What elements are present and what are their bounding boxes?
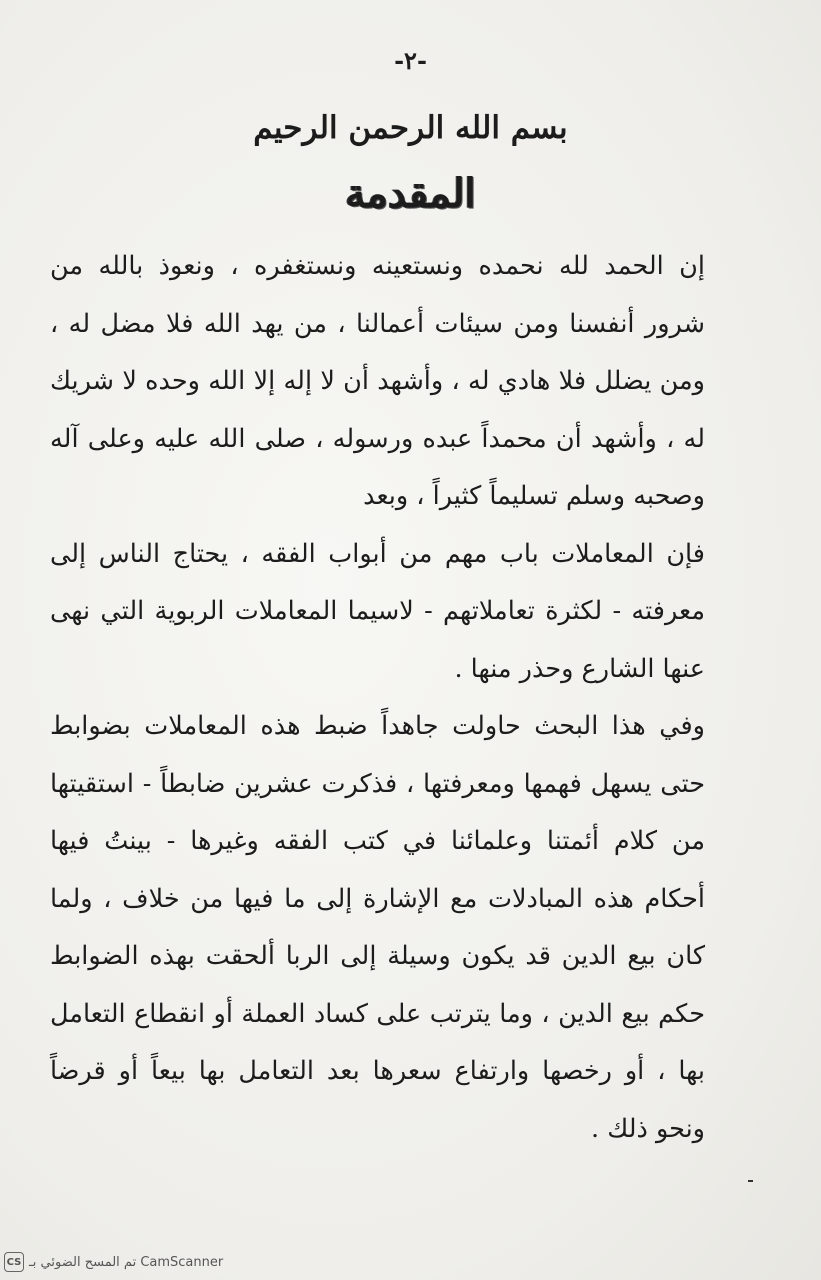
- paragraph-2: فإن المعاملات باب مهم من أبواب الفقه ، يحتاج الناس إلى معرفته - لكثرة تعاملاتهم - لاسيما المعاملات الربوية التي نهى عنها الشارع وحذر منها .: [50, 538, 705, 684]
- stray-mark: [748, 1180, 753, 1182]
- page-number: -٢-: [394, 46, 427, 75]
- camscanner-logo-icon: CS: [4, 1252, 24, 1272]
- scanner-watermark: [4, 1250, 223, 1274]
- body-text: [50, 238, 705, 1158]
- watermark-text: تم المسح الضوئي بـ CamScanner: [29, 1254, 224, 1270]
- paragraph-3: وفي هذا البحث حاولت جاهداً ضبط هذه المعاملات بضوابط حتى يسهل فهمها ومعرفتها ، فذكرت عشرين ضابطاً - استقيتها من كلام أئمتنا وعلمائنا في كتب الفقه وغيرها - بينتُ فيها أحكام هذه المبادلات مع الإشارة إلى ما فيها من خلاف ، ولما كان بيع الدين قد يكون وسيلة إلى الربا ألحقت بهذه الضوابط حكم بيع الدين ، وما يترتب على كساد العملة أو انقطاع التعامل بها ، أو رخصها وارتفاع سعرها بعد التعامل بها بيعاً أو قرضاً ونحو ذلك .: [50, 711, 705, 1144]
- page-title: المقدمة: [345, 170, 476, 217]
- basmala: بسم الله الرحمن الرحيم: [253, 110, 568, 146]
- paragraph-1: إن الحمد لله نحمده ونستعينه ونستغفره ، ونعوذ بالله من شرور أنفسنا ومن سيئات أعمالنا ، من يهد الله فلا مضل له ، ومن يضلل فلا هادي له ، وأشهد أن لا إله إلا الله وحده لا شريك له ، وأشهد أن محمداً عبده ورسوله ، صلى الله عليه وعلى آله وصحبه وسلم تسليماً كثيراً ، وبعد: [50, 251, 705, 511]
